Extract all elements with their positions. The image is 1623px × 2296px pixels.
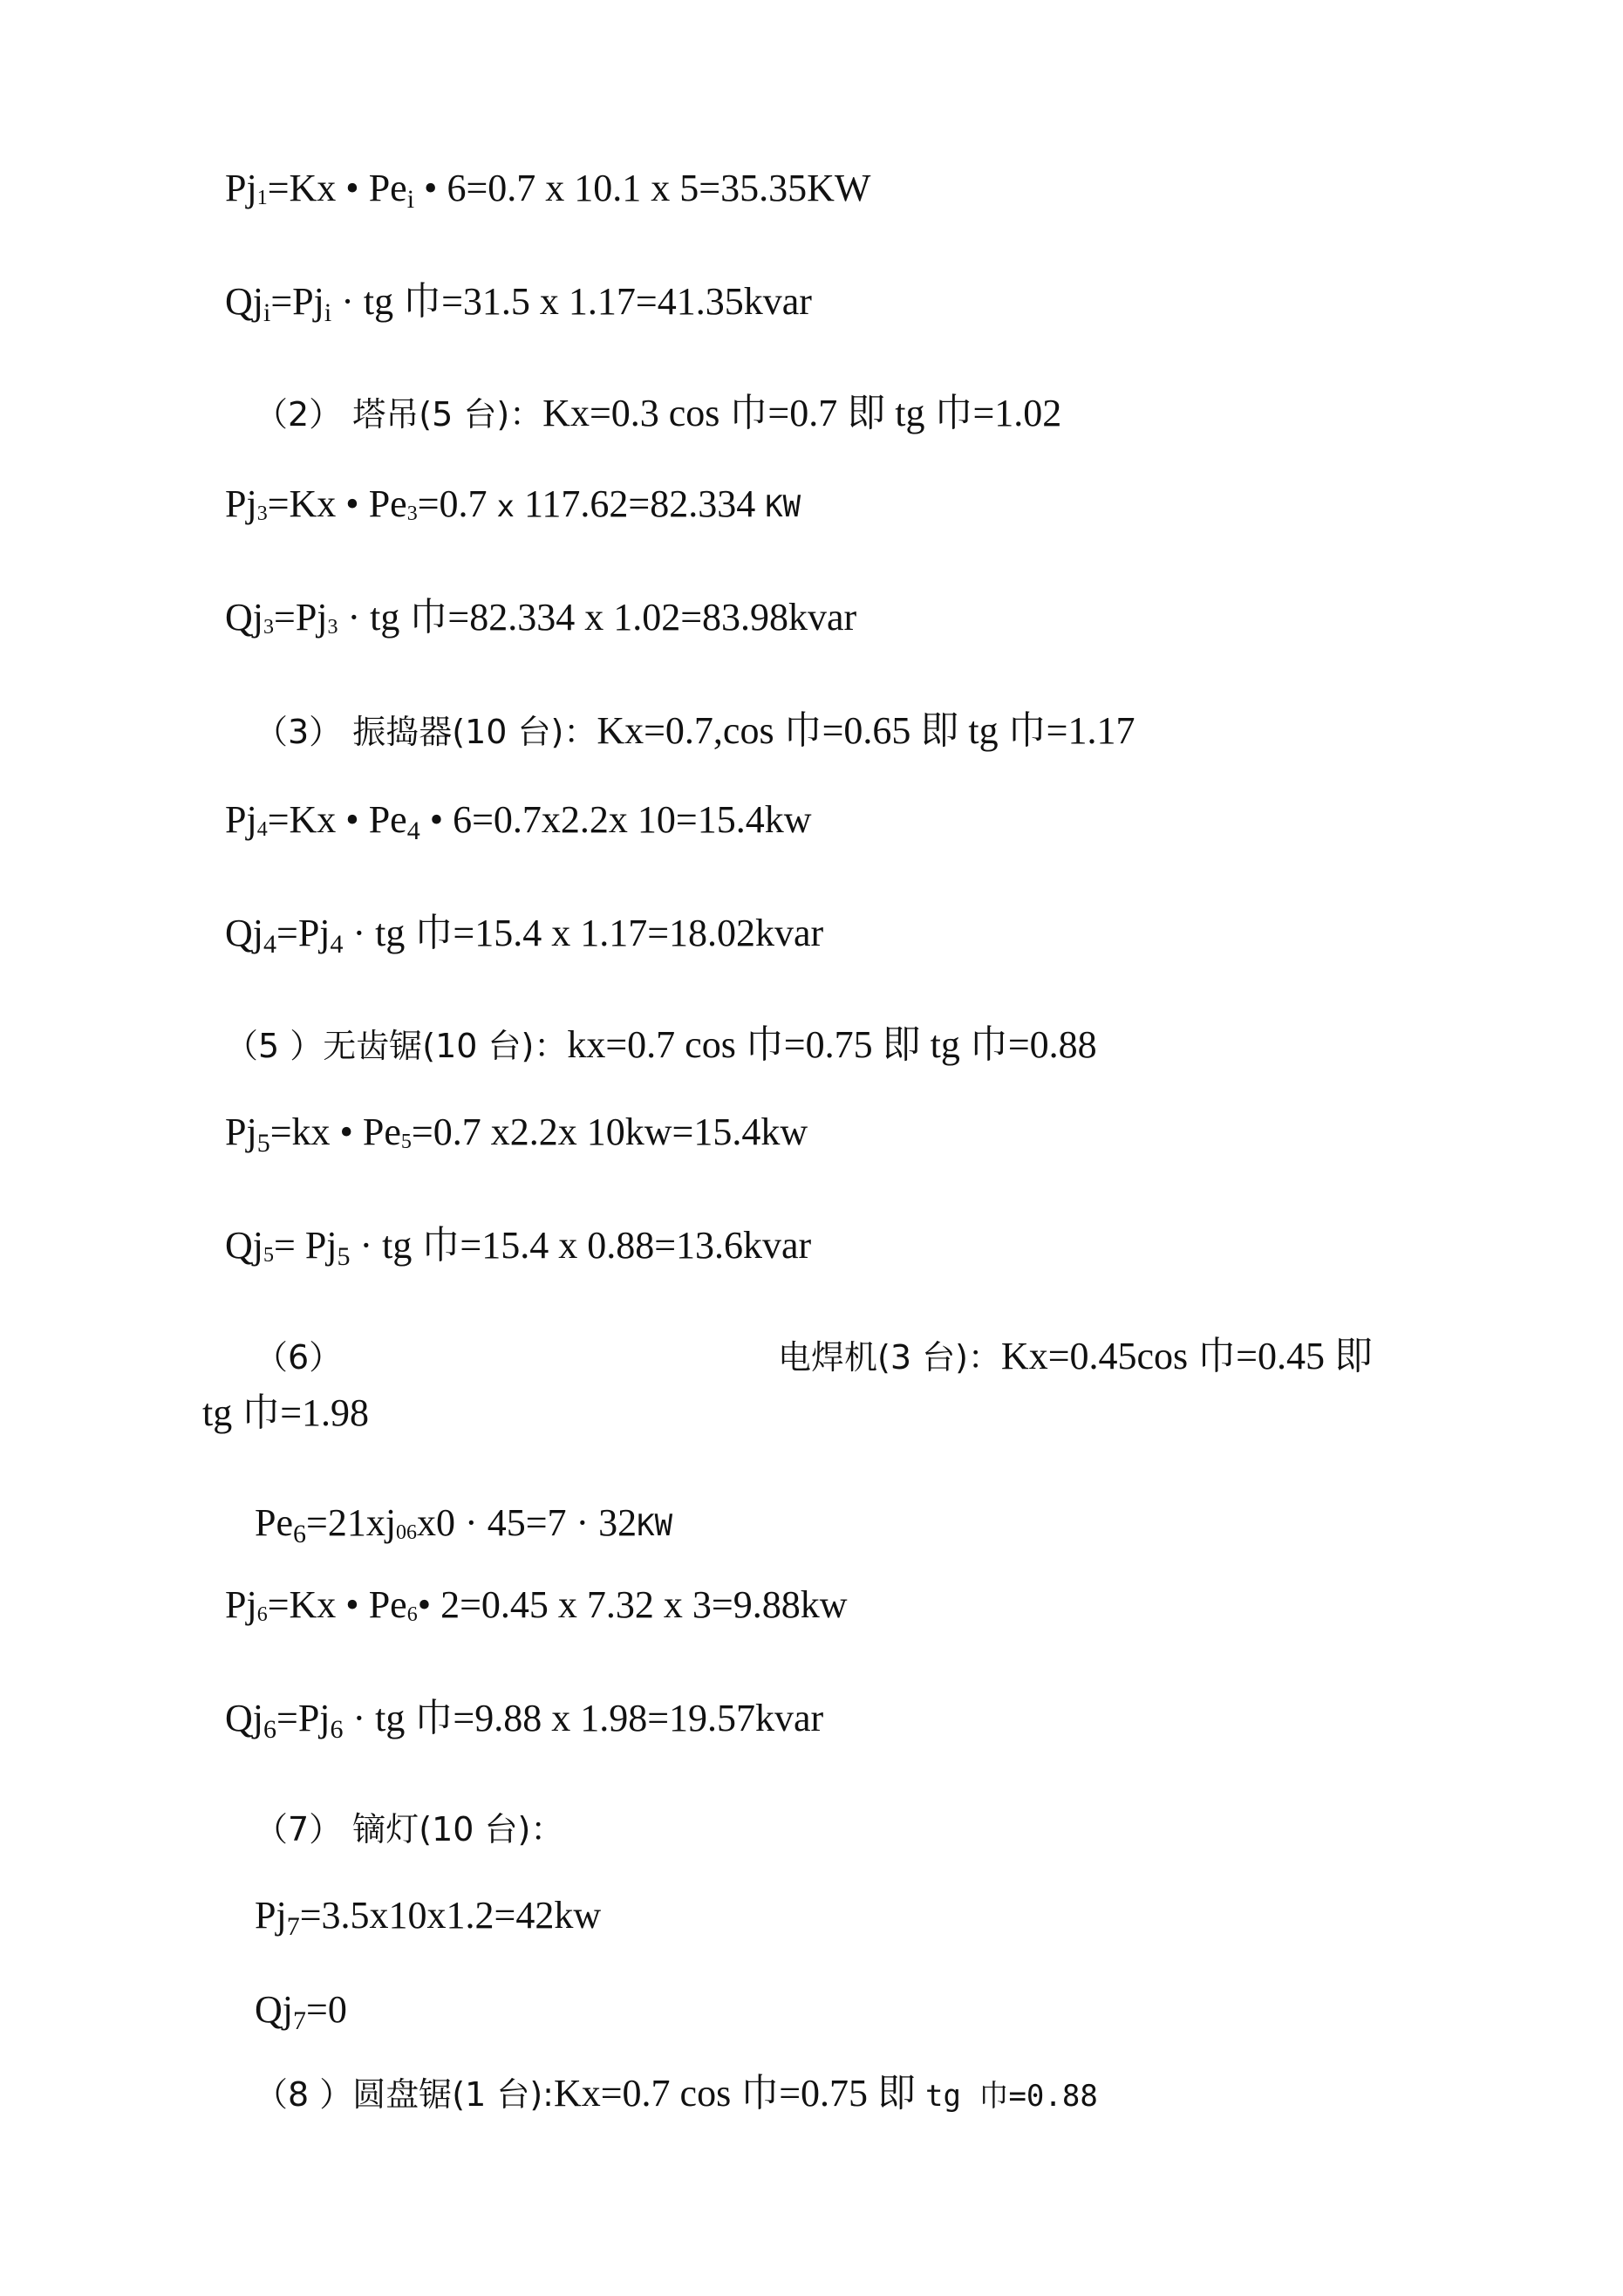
- text: x: [496, 489, 515, 524]
- item-vibrator: [255, 707, 1135, 756]
- item-dysprosium-lamp: [255, 1804, 563, 1854]
- formula-qj1: [225, 277, 812, 338]
- formula-pj5: [225, 1108, 808, 1168]
- item-circular-saw: [255, 2069, 1098, 2121]
- formula-pj7: [255, 1891, 601, 1951]
- text: =Kx • Pe: [267, 482, 407, 525]
- subscript: 5: [256, 1129, 270, 1158]
- text: =Pj: [270, 280, 324, 323]
- formula-pj3: [225, 480, 801, 538]
- text: =0.7 x2.2x 10kw=15.4kw: [411, 1110, 808, 1153]
- text: tg 巾=1.98: [202, 1391, 370, 1434]
- text: tg 巾=0.88: [925, 2079, 1098, 2114]
- subscript: 6: [330, 1715, 344, 1744]
- item-tower-crane: [255, 389, 1061, 439]
- subscript: 5: [400, 1131, 412, 1153]
- subscript: 5: [337, 1242, 351, 1271]
- text: Pj: [225, 1110, 257, 1153]
- subscript: 4: [406, 817, 420, 845]
- text: • 6=0.7x2.2x 10=15.4kw: [419, 798, 812, 841]
- text: Pj: [225, 167, 257, 209]
- subscript: 3: [263, 616, 274, 639]
- item-welder-number: [255, 1332, 342, 1382]
- item-heading: （2） 塔吊(5 台)：: [255, 395, 543, 434]
- item-number: （6）: [255, 1338, 343, 1377]
- formula-pj1: [225, 164, 870, 224]
- text: Qj: [225, 596, 263, 639]
- unit: KW: [637, 1508, 673, 1543]
- text: Kx=0.45cos 巾=0.45 即: [1000, 1335, 1373, 1377]
- text: · tg 巾=31.5 x 1.17=41.35kvar: [331, 280, 812, 323]
- text: · tg 巾=9.88 x 1.98=19.57kvar: [343, 1697, 824, 1739]
- text: · tg 巾=15.4 x 0.88=13.6kvar: [350, 1224, 812, 1267]
- subscript: 1: [256, 187, 268, 209]
- unit: KW: [765, 489, 801, 524]
- text: Qj: [225, 1224, 263, 1267]
- text: =Kx • Pe: [267, 1583, 407, 1626]
- text: · tg 巾=15.4 x 1.17=18.02kvar: [343, 912, 824, 954]
- subscript: 4: [263, 930, 276, 959]
- text: 117.62=82.334: [515, 482, 766, 525]
- formula-pj6: [225, 1581, 848, 1639]
- text: Pj: [225, 482, 257, 525]
- subscript: 6: [256, 1603, 268, 1626]
- formula-qj4: [225, 909, 823, 969]
- text: Pj: [225, 798, 257, 841]
- text: =3.5x10x1.2=42kw: [299, 1894, 602, 1937]
- subscript: 4: [330, 930, 344, 959]
- subscript: 7: [286, 1912, 300, 1941]
- item-heading: （5 ）无齿锯(10 台)：: [225, 1027, 568, 1065]
- text: Kx=0.7 cos 巾=0.75 即: [553, 2072, 926, 2115]
- subscript: 06: [396, 1521, 418, 1544]
- text: • 2=0.45 x 7.32 x 3=9.88kw: [417, 1583, 848, 1626]
- text: Pj: [255, 1894, 287, 1937]
- formula-qj6: [225, 1694, 823, 1754]
- text: =Pj: [274, 596, 328, 639]
- text: = Pj: [274, 1224, 338, 1267]
- text: =kx • Pe: [269, 1110, 401, 1153]
- text: kx=0.7 cos 巾=0.75 即 tg 巾=0.88: [567, 1023, 1097, 1066]
- subscript: 4: [256, 818, 268, 841]
- text: =Kx • Pe: [267, 798, 407, 841]
- text: =0: [306, 1988, 347, 2031]
- subscript: 7: [293, 2006, 306, 2035]
- formula-qj7: [255, 1985, 347, 2046]
- subscript: 6: [293, 1520, 306, 1548]
- text: Qj: [225, 912, 263, 954]
- text: =21xj: [306, 1501, 397, 1544]
- formula-qj5: [225, 1221, 811, 1281]
- formula-pe6: [255, 1499, 672, 1559]
- text: =Pj: [276, 912, 331, 954]
- subscript: 6: [406, 1603, 418, 1626]
- subscript: 3: [406, 502, 418, 525]
- text: Kx=0.7,cos 巾=0.65 即 tg 巾=1.17: [597, 709, 1135, 752]
- text: Pj: [225, 1583, 257, 1626]
- item-heading: （8 ）圆盘锯(1 台):: [255, 2075, 554, 2114]
- text: Qj: [225, 1697, 263, 1739]
- subscript: i: [406, 185, 415, 214]
- text: Kx=0.3 cos 巾=0.7 即 tg 巾=1.02: [542, 392, 1062, 434]
- subscript: i: [263, 298, 271, 327]
- item-toothless-saw: [225, 1021, 1097, 1070]
- subscript: 6: [263, 1715, 276, 1744]
- text: =Pj: [276, 1697, 331, 1739]
- formula-pj4: [225, 796, 812, 856]
- text: Qj: [255, 1988, 293, 2031]
- subscript: 3: [256, 502, 268, 525]
- item-welder: [778, 1332, 1373, 1382]
- text: x0 · 45=7 · 32: [417, 1501, 638, 1544]
- text: Pe: [255, 1501, 293, 1544]
- item-heading: （7） 镝灯(10 台)：: [255, 1810, 564, 1848]
- subscript: 5: [263, 1244, 274, 1267]
- subscript: i: [324, 298, 332, 327]
- text: =0.7: [417, 482, 497, 525]
- text: · tg 巾=82.334 x 1.02=83.98kvar: [338, 596, 857, 639]
- subscript: 3: [327, 616, 338, 639]
- text: =Kx • Pe: [267, 167, 407, 209]
- item-heading: 电焊机(3 台)：: [778, 1338, 1001, 1377]
- formula-qj3: [225, 593, 856, 652]
- text: • 6=0.7 x 10.1 x 5=35.35KW: [414, 167, 871, 209]
- text: Qj: [225, 280, 263, 323]
- item-heading: （3） 振捣器(10 台)：: [255, 713, 597, 751]
- item-welder-tg: [202, 1389, 369, 1438]
